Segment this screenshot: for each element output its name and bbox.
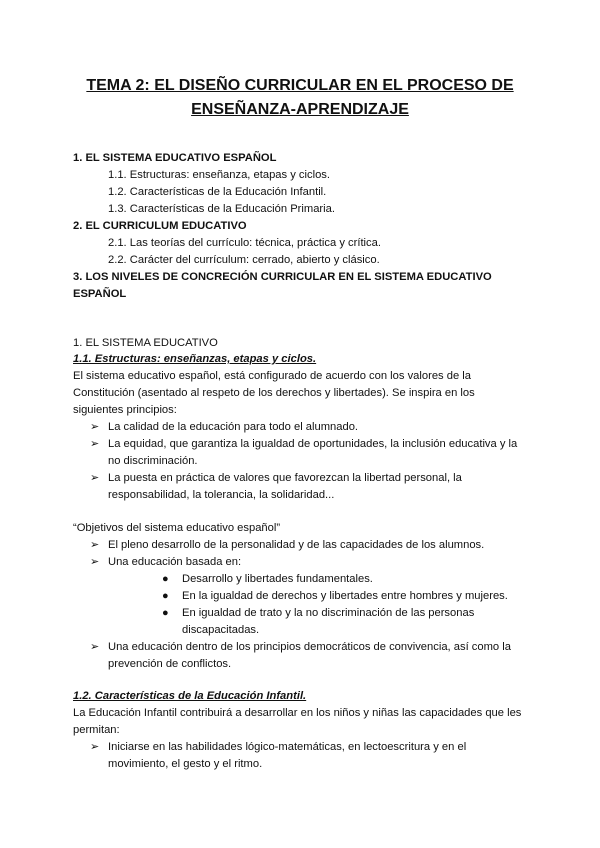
dot-bullet-icon: ● [162,573,169,585]
toc-section-3-line-1: 3. LOS NIVELES DE CONCRECIÓN CURRICULAR EN EL SISTEMA EDUCATIVO [73,271,492,283]
paragraph-line: La Educación Infantil contribuirá a desarrollar en los niños y niñas las capacidades que les [73,707,522,719]
arrow-bullet-icon: ➢ [90,472,100,484]
arrow-bullet-icon: ➢ [90,556,100,568]
arrow-bullet-icon: ➢ [90,421,100,433]
objective-subitem: Desarrollo y libertades fundamentales. [182,573,373,585]
principle-item: La puesta en práctica de valores que favorezcan la libertad personal, la [108,472,462,484]
toc-section-2-2: 2.2. Carácter del currículum: cerrado, abierto y clásico. [108,254,380,266]
arrow-bullet-icon: ➢ [90,641,100,653]
toc-section-1-2: 1.2. Características de la Educación Infantil. [108,186,327,198]
objective-item: Una educación dentro de los principios democráticos de convivencia, así como la [108,641,511,653]
objective-item: Una educación basada en: [108,556,242,568]
toc-section-1-1: 1.1. Estructuras: enseñanza, etapas y ciclos. [108,169,331,181]
subsection-1-1-heading: 1.1. Estructuras: enseñanzas, etapas y ciclos. [73,353,317,365]
dot-bullet-icon: ● [162,590,169,602]
toc-section-1-3: 1.3. Características de la Educación Primaria. [108,203,335,215]
paragraph-line: El sistema educativo español, está configurado de acuerdo con los valores de la [73,370,472,382]
toc-section-2-1: 2.1. Las teorías del currículo: técnica, práctica y crítica. [108,237,381,249]
objectives-label: “Objetivos del sistema educativo español” [73,522,281,534]
principle-item-cont: responsabilidad, la tolerancia, la solidaridad... [108,489,335,501]
arrow-bullet-icon: ➢ [90,438,100,450]
toc-section-2: 2. EL CURRICULUM EDUCATIVO [73,220,247,232]
arrow-bullet-icon: ➢ [90,741,100,753]
objective-item: El pleno desarrollo de la personalidad y de las capacidades de los alumnos. [108,539,485,551]
paragraph-line: siguientes principios: [73,404,177,416]
dot-bullet-icon: ● [162,607,169,619]
title-line-2: ENSEÑANZA-APRENDIZAJE [191,101,409,118]
subsection-1-2-heading: 1.2. Características de la Educación Infantil. [73,690,307,702]
toc-section-3-line-2: ESPAÑOL [73,288,127,300]
objective-subitem-cont: discapacitadas. [182,624,260,636]
title-line-1: TEMA 2: EL DISEÑO CURRICULAR EN EL PROCESO DE [86,77,514,94]
principle-item: La calidad de la educación para todo el alumnado. [108,421,359,433]
page-title [60,74,540,122]
objective-subitem: En la igualdad de derechos y libertades entre hombres y mujeres. [182,590,508,602]
arrow-bullet-icon: ➢ [90,539,100,551]
capability-item-cont: movimiento, el gesto y el ritmo. [108,758,263,770]
principle-item: La equidad, que garantiza la igualdad de oportunidades, la inclusión educativa y la [108,438,518,450]
objective-item-cont: prevención de conflictos. [108,658,232,670]
paragraph-line: Constitución (asentado al respeto de los derechos y libertades). Se inspira en los [73,387,475,399]
capability-item: Iniciarse en las habilidades lógico-matemáticas, en lectoescritura y en el [108,741,467,753]
objective-subitem: En igualdad de trato y la no discriminación de las personas [182,607,475,619]
toc-section-1: 1. EL SISTEMA EDUCATIVO ESPAÑOL [73,152,277,164]
section-1-heading: 1. EL SISTEMA EDUCATIVO [73,337,218,349]
principle-item-cont: no discriminación. [108,455,198,467]
paragraph-line: permitan: [73,724,120,736]
